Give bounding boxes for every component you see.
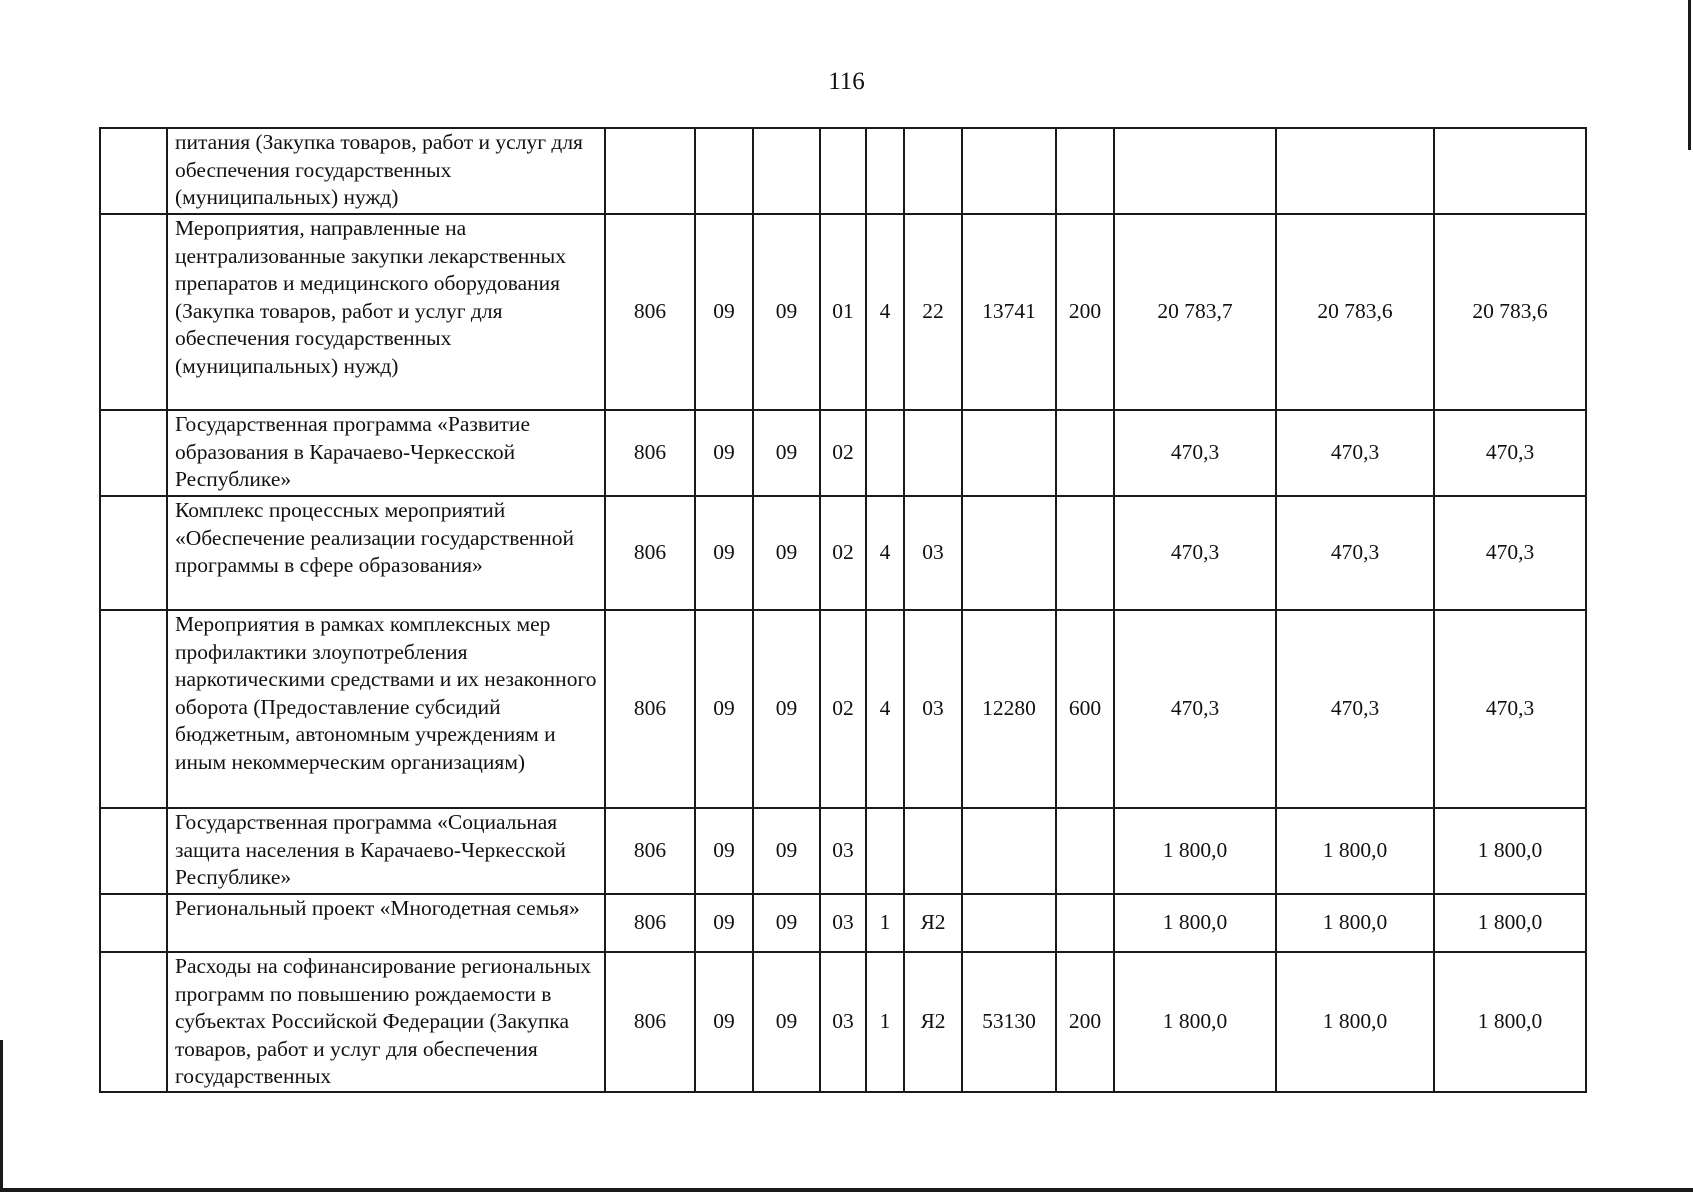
scan-edge-right <box>1688 0 1691 150</box>
sum-year-3-cell: 1 800,0 <box>1434 808 1586 894</box>
sum-year-1-cell <box>1114 128 1276 214</box>
program-code-cell: 02 <box>820 410 866 496</box>
sum-year-2-cell: 1 800,0 <box>1276 952 1434 1092</box>
direction-code-cell <box>962 496 1056 610</box>
section-code-cell: 09 <box>695 952 753 1092</box>
section-code-cell: 09 <box>695 610 753 808</box>
table-row <box>100 128 1586 214</box>
section-code-cell: 09 <box>695 496 753 610</box>
subprogram-type-cell: 1 <box>866 894 904 952</box>
sum-year-1-cell: 470,3 <box>1114 410 1276 496</box>
row-name-cell: Комплекс процессных мероприятий «Обеспечение реализации государственной программы в сфере образования» <box>167 496 605 610</box>
sum-year-3-cell: 1 800,0 <box>1434 952 1586 1092</box>
expense-type-cell <box>1056 410 1114 496</box>
sum-year-2-cell: 470,3 <box>1276 410 1434 496</box>
sum-year-3-cell <box>1434 128 1586 214</box>
row-name-cell: питания (Закупка товаров, работ и услуг для обеспечения государственных (муниципальных) нужд) <box>167 128 605 214</box>
subsection-code-cell: 09 <box>753 610 820 808</box>
subsection-code-cell: 09 <box>753 496 820 610</box>
table-row <box>100 214 1586 410</box>
expense-type-cell <box>1056 496 1114 610</box>
subprogram-code-cell: 22 <box>904 214 962 410</box>
sum-year-2-cell: 470,3 <box>1276 610 1434 808</box>
program-code-cell: 01 <box>820 214 866 410</box>
scan-edge-bottom <box>0 1188 1693 1192</box>
subprogram-code-cell: 03 <box>904 496 962 610</box>
sum-year-2-cell: 20 783,6 <box>1276 214 1434 410</box>
row-name-cell: Государственная программа «Развитие образования в Карачаево-Черкесской Республике» <box>167 410 605 496</box>
program-code-cell: 02 <box>820 610 866 808</box>
sum-year-2-cell: 470,3 <box>1276 496 1434 610</box>
subprogram-code-cell: 03 <box>904 610 962 808</box>
table-row <box>100 496 1586 610</box>
subprogram-code-cell <box>904 808 962 894</box>
page-number: 116 <box>828 68 865 95</box>
program-code-cell: 03 <box>820 808 866 894</box>
subprogram-type-cell: 4 <box>866 496 904 610</box>
ministry-code-cell: 806 <box>605 410 695 496</box>
scan-edge-left <box>0 1040 3 1190</box>
section-code-cell: 09 <box>695 214 753 410</box>
ministry-code-cell: 806 <box>605 894 695 952</box>
section-code-cell: 09 <box>695 894 753 952</box>
ministry-code-cell: 806 <box>605 610 695 808</box>
expense-type-cell: 600 <box>1056 610 1114 808</box>
row-index-cell <box>100 496 167 610</box>
direction-code-cell <box>962 894 1056 952</box>
table-row <box>100 610 1586 808</box>
sum-year-3-cell: 470,3 <box>1434 410 1586 496</box>
sum-year-3-cell: 1 800,0 <box>1434 894 1586 952</box>
program-code-cell <box>820 128 866 214</box>
table-row <box>100 410 1586 496</box>
row-name-cell: Мероприятия в рамках комплексных мер профилактики злоупотребления наркотическими средствами и их незаконного оборота (Предоставление субсидий бюджетным, автономным учреждениям и иным некоммерческим организациям) <box>167 610 605 808</box>
row-name-cell: Государственная программа «Социальная защита населения в Карачаево-Черкесской Республике» <box>167 808 605 894</box>
program-code-cell: 02 <box>820 496 866 610</box>
ministry-code-cell: 806 <box>605 952 695 1092</box>
subprogram-type-cell <box>866 128 904 214</box>
subsection-code-cell <box>753 128 820 214</box>
row-index-cell <box>100 410 167 496</box>
direction-code-cell <box>962 808 1056 894</box>
subprogram-type-cell: 4 <box>866 610 904 808</box>
section-code-cell: 09 <box>695 410 753 496</box>
sum-year-2-cell: 1 800,0 <box>1276 808 1434 894</box>
row-index-cell <box>100 952 167 1092</box>
program-code-cell: 03 <box>820 894 866 952</box>
subsection-code-cell: 09 <box>753 894 820 952</box>
table-row <box>100 808 1586 894</box>
expense-type-cell <box>1056 808 1114 894</box>
subsection-code-cell: 09 <box>753 808 820 894</box>
subprogram-type-cell <box>866 808 904 894</box>
subprogram-code-cell: Я2 <box>904 952 962 1092</box>
expense-type-cell <box>1056 894 1114 952</box>
row-name-cell: Региональный проект «Многодетная семья» <box>167 894 605 952</box>
sum-year-1-cell: 1 800,0 <box>1114 952 1276 1092</box>
table-body <box>100 128 1586 1092</box>
sum-year-1-cell: 470,3 <box>1114 610 1276 808</box>
subprogram-code-cell <box>904 410 962 496</box>
subsection-code-cell: 09 <box>753 410 820 496</box>
direction-code-cell <box>962 128 1056 214</box>
budget-table <box>99 127 1587 1093</box>
program-code-cell: 03 <box>820 952 866 1092</box>
expense-type-cell: 200 <box>1056 214 1114 410</box>
sum-year-1-cell: 470,3 <box>1114 496 1276 610</box>
ministry-code-cell <box>605 128 695 214</box>
sum-year-3-cell: 470,3 <box>1434 496 1586 610</box>
subprogram-code-cell: Я2 <box>904 894 962 952</box>
subprogram-type-cell <box>866 410 904 496</box>
subprogram-code-cell <box>904 128 962 214</box>
table-row <box>100 952 1586 1092</box>
row-name-cell: Мероприятия, направленные на централизованные закупки лекарственных препаратов и медицинского оборудования (Закупка товаров, работ и услуг для обеспечения государственных (муниципальных) нужд) <box>167 214 605 410</box>
row-index-cell <box>100 610 167 808</box>
row-index-cell <box>100 808 167 894</box>
expense-type-cell <box>1056 128 1114 214</box>
row-index-cell <box>100 894 167 952</box>
row-index-cell <box>100 214 167 410</box>
direction-code-cell: 53130 <box>962 952 1056 1092</box>
table-row <box>100 894 1586 952</box>
subprogram-type-cell: 4 <box>866 214 904 410</box>
sum-year-1-cell: 20 783,7 <box>1114 214 1276 410</box>
section-code-cell <box>695 128 753 214</box>
row-name-cell: Расходы на софинансирование региональных программ по повышению рождаемости в субъектах Российской Федерации (Закупка товаров, работ и услуг для обеспечения государственных <box>167 952 605 1092</box>
sum-year-1-cell: 1 800,0 <box>1114 808 1276 894</box>
subprogram-type-cell: 1 <box>866 952 904 1092</box>
expense-type-cell: 200 <box>1056 952 1114 1092</box>
ministry-code-cell: 806 <box>605 808 695 894</box>
sum-year-3-cell: 20 783,6 <box>1434 214 1586 410</box>
subsection-code-cell: 09 <box>753 214 820 410</box>
direction-code-cell: 13741 <box>962 214 1056 410</box>
sum-year-3-cell: 470,3 <box>1434 610 1586 808</box>
direction-code-cell: 12280 <box>962 610 1056 808</box>
direction-code-cell <box>962 410 1056 496</box>
subsection-code-cell: 09 <box>753 952 820 1092</box>
row-index-cell <box>100 128 167 214</box>
sum-year-2-cell <box>1276 128 1434 214</box>
ministry-code-cell: 806 <box>605 214 695 410</box>
ministry-code-cell: 806 <box>605 496 695 610</box>
section-code-cell: 09 <box>695 808 753 894</box>
sum-year-1-cell: 1 800,0 <box>1114 894 1276 952</box>
sum-year-2-cell: 1 800,0 <box>1276 894 1434 952</box>
